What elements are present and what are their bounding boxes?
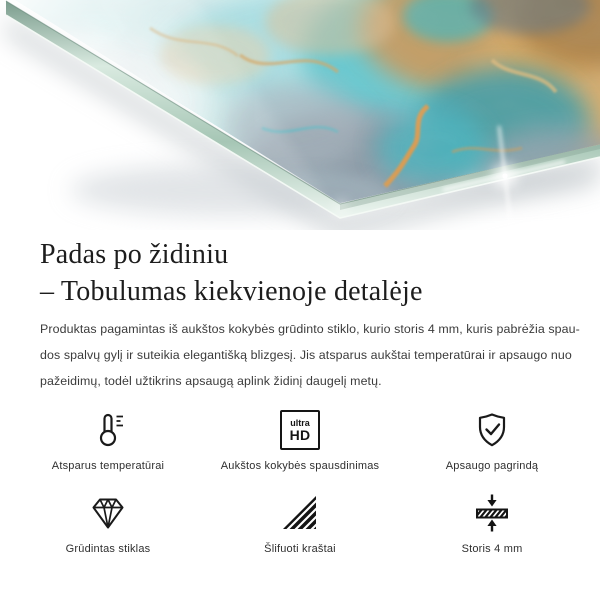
feature-label: Atsparus temperatūrai	[51, 460, 165, 472]
ultra-hd-icon-text-top: ultra	[290, 418, 310, 428]
page-title-line1: Padas po židiniu	[40, 239, 229, 270]
feature-grid	[0, 407, 600, 555]
feature-tempered-glass	[12, 490, 204, 555]
feature-heat-resistant	[12, 407, 204, 472]
feature-polished-edges	[204, 490, 396, 555]
product-description	[40, 316, 580, 394]
description-line: pažeidimų, todėl užtikrins apsaugą aplink židinį daugelį metų.	[40, 374, 382, 388]
feature-protects-base	[396, 407, 588, 472]
feature-label: Grūdintas stiklas	[65, 543, 151, 555]
shield-check-icon	[470, 408, 514, 452]
description-line: dos spalvų gylį ir suteikia elegantišką blizgesį. Jis atsparus aukštai temperatūrai ir apsaugo nuo	[40, 348, 572, 362]
diamond-icon	[86, 491, 130, 535]
polished-edges-icon	[278, 491, 322, 535]
feature-print-quality	[204, 407, 396, 472]
thermometer-icon	[86, 408, 130, 452]
description-line: Produktas pagamintas iš aukštos kokybės grūdinto stiklo, kurio storis 4 mm, kuris pabrėžia spau-	[40, 322, 580, 336]
ultra-hd-icon-text-bottom: HD	[289, 427, 311, 443]
feature-label: Apsaugo pagrindą	[445, 460, 539, 472]
feature-thickness	[396, 490, 588, 555]
product-image	[0, 0, 600, 230]
feature-label: Aukštos kokybės spausdinimas	[220, 460, 380, 472]
page-title	[40, 236, 560, 310]
ultra-hd-icon	[280, 410, 320, 450]
page-title-line2: – Tobulumas kiekvienoje detalėje	[40, 276, 423, 307]
thickness-icon	[470, 491, 514, 535]
feature-label: Šlifuoti kraštai	[264, 543, 336, 555]
glass-panel-visual	[0, 0, 600, 230]
feature-label: Storis 4 mm	[461, 543, 523, 555]
